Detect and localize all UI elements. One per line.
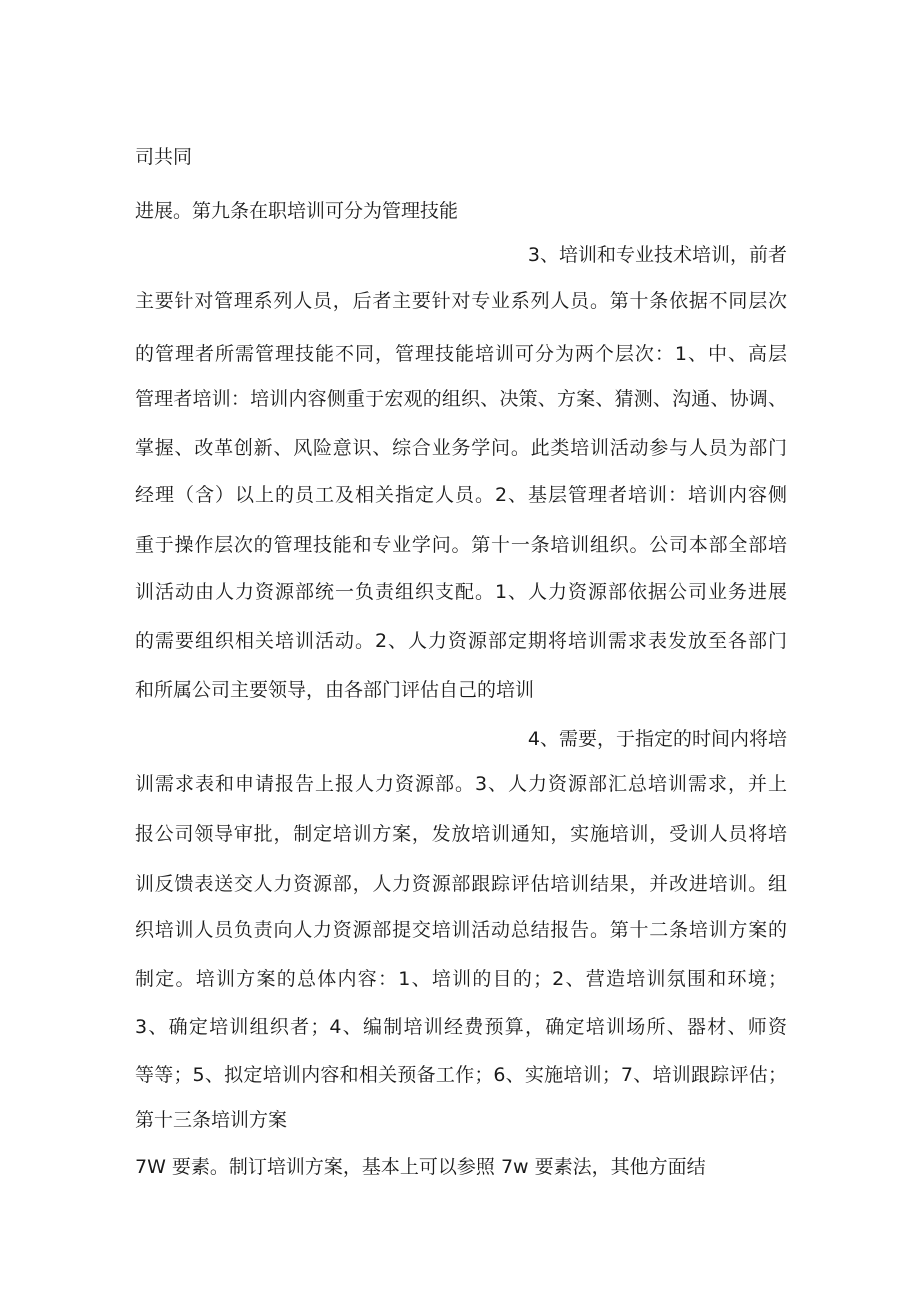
text-line: 司共同	[135, 146, 193, 168]
text-line: 和所属公司主要领导，由各部门评估自己的培训	[135, 679, 535, 701]
text-line: 的管理者所需管理技能不同，管理技能培训可分为两个层次：1、中、高层	[135, 343, 787, 365]
text-line: 3、培训和专业技术培训，前者	[527, 244, 787, 266]
text-line: 的需要组织相关培训活动。2、人力资源部定期将培训需求表发放至各部门	[135, 630, 787, 652]
text-line: 3、确定培训组织者；4、编制培训经费预算，确定培训场所、器材、师资	[135, 1016, 787, 1038]
text-line: 主要针对管理系列人员，后者主要针对专业系列人员。第十条依据不同层次	[135, 290, 787, 312]
text-line: 第十三条培训方案	[135, 1109, 288, 1131]
text-line: 经理（含）以上的员工及相关指定人员。2、基层管理者培训：培训内容侧	[135, 484, 787, 506]
text-line: 织培训人员负责向人力资源部提交培训活动总结报告。第十二条培训方案的	[135, 919, 787, 941]
text-line: 训活动由人力资源部统一负责组织支配。1、人力资源部依据公司业务进展	[135, 581, 787, 603]
text-line: 4、需要，于指定的时间内将培	[527, 728, 787, 750]
text-line: 掌握、改革创新、风险意识、综合业务学问。此类培训活动参与人员为部门	[135, 437, 787, 459]
text-line: 进展。第九条在职培训可分为管理技能	[135, 200, 459, 222]
text-line: 重于操作层次的管理技能和专业学问。第十一条培训组织。公司本部全部培	[135, 534, 787, 556]
text-line: 制定。培训方案的总体内容：1、培训的目的；2、营造培训氛围和环境；	[135, 968, 787, 990]
text-line: 等等；5、拟定培训内容和相关预备工作；6、实施培训；7、培训跟踪评估；	[135, 1064, 787, 1086]
text-line: 训需求表和申请报告上报人力资源部。3、人力资源部汇总培训需求，并上	[135, 773, 787, 795]
text-line: 报公司领导审批，制定培训方案，发放培训通知，实施培训，受训人员将培	[135, 823, 787, 845]
text-line: 管理者培训：培训内容侧重于宏观的组织、决策、方案、猜测、沟通、协调、	[135, 388, 787, 410]
text-line: 7W 要素。制订培训方案，基本上可以参照 7w 要素法，其他方面结	[135, 1156, 706, 1178]
text-line: 训反馈表送交人力资源部，人力资源部跟踪评估培训结果，并改进培训。组	[135, 873, 787, 895]
